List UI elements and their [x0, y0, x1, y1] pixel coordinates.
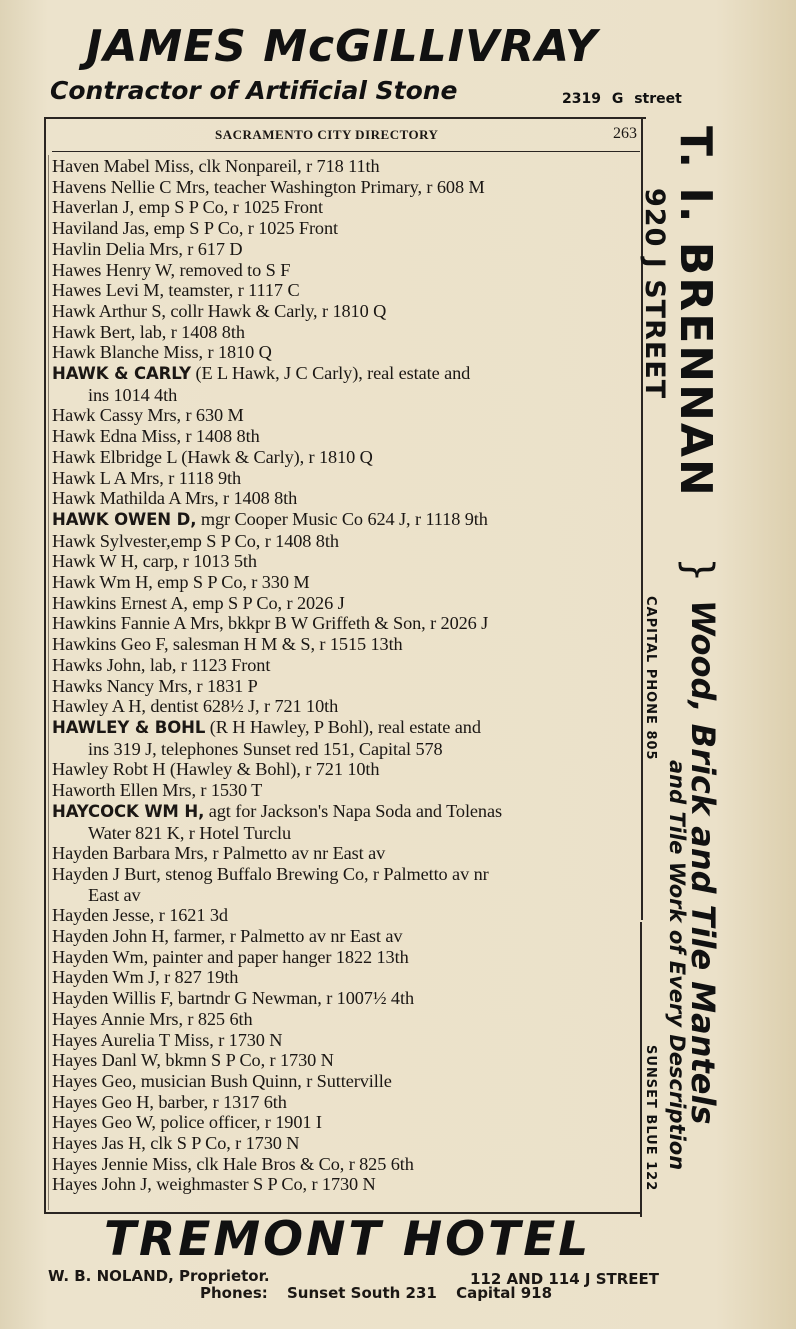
entry-text: Hawk Mathilda A Mrs, r 1408 8th: [52, 488, 298, 509]
directory-entry: [52, 1112, 642, 1133]
ad-right-goods: Wood, Brick and Tile Mantels: [684, 600, 722, 1125]
entry-heading: HAWK OWEN D,: [52, 509, 197, 529]
entry-text: (R H Hawley, P Bohl), real estate and: [205, 716, 481, 737]
entry-text: Hayden Barbara Mrs, r Palmetto av nr East av: [52, 843, 386, 864]
running-head: SACRAMENTO CITY DIRECTORY: [215, 127, 439, 142]
frame-left-rule: [44, 117, 46, 1213]
ad-right-brace: }: [675, 557, 721, 583]
directory-entry: [52, 1030, 642, 1051]
directory-entry: [52, 572, 642, 593]
entry-text: Hawk Blanche Miss, r 1810 Q: [52, 342, 272, 363]
directory-entry: [52, 1009, 642, 1030]
entry-text: Hawk Cassy Mrs, r 630 M: [52, 405, 244, 426]
directory-entry: [52, 426, 642, 447]
phone-capital: Capital 918: [456, 1284, 553, 1302]
directory-entry: [52, 509, 642, 531]
header-rule: [52, 151, 640, 152]
entry-text: Hawk Arthur S, collr Hawk & Carly, r 1810 Q: [52, 300, 387, 321]
entry-text: Water 821 K, r Hotel Turclu: [88, 822, 291, 843]
entry-text: Hayden Willis F, bartndr G Newman, r 1007½ 4th: [52, 988, 414, 1009]
entry-text: Hayes Geo W, police officer, r 1901 I: [52, 1112, 322, 1133]
directory-entry: [52, 801, 642, 823]
entry-text: ins 1014 4th: [88, 384, 178, 405]
frame-top-rule: [44, 117, 646, 119]
directory-entry: [52, 342, 642, 363]
entry-text: Hayes Geo H, barber, r 1317 6th: [52, 1091, 287, 1112]
directory-entry: [52, 864, 642, 885]
entry-text: Haviland Jas, emp S P Co, r 1025 Front: [52, 218, 338, 239]
directory-entry: [52, 551, 642, 572]
entry-text: Hayden J Burt, stenog Buffalo Brewing Co, r Palmetto av nr: [52, 863, 489, 884]
directory-entry: [52, 613, 642, 634]
directory-entry: [52, 988, 642, 1009]
directory-entry: [52, 468, 642, 489]
directory-entry: [52, 239, 642, 260]
ad-bottom-address: 112 AND 114 J STREET: [470, 1270, 660, 1288]
entry-text: Hayden Wm J, r 827 19th: [52, 967, 239, 988]
entry-text: Hawkins Geo F, salesman H M & S, r 1515 13th: [52, 634, 403, 655]
entry-heading: HAYCOCK WM H,: [52, 801, 205, 821]
directory-entry: [52, 301, 642, 322]
ad-top-trade: Contractor of Artificial Stone: [50, 76, 458, 105]
directory-entry: [52, 1154, 642, 1175]
entry-text: East av: [88, 884, 141, 905]
directory-entry: [52, 1071, 642, 1092]
margin-rule: [48, 155, 49, 1210]
entry-text: Hawk Sylvester,emp S P Co, r 1408 8th: [52, 530, 339, 551]
entry-text: Hayes Jennie Miss, clk Hale Bros & Co, r 825 6th: [52, 1153, 414, 1174]
directory-entry: [52, 488, 642, 509]
directory-entry: [52, 218, 642, 239]
entry-text: ins 319 J, telephones Sunset red 151, Capital 578: [88, 738, 443, 759]
entry-text: Hawk Edna Miss, r 1408 8th: [52, 426, 260, 447]
entry-text: Hawes Levi M, teamster, r 1117 C: [52, 280, 300, 301]
directory-entry: [52, 926, 642, 947]
directory-entry: [52, 405, 642, 426]
entry-heading: HAWK & CARLY: [52, 364, 191, 384]
directory-entry: [52, 1174, 642, 1195]
ad-right-capital-phone: CAPITAL PHONE 805: [643, 596, 658, 761]
entry-text: Hayes Jas H, clk S P Co, r 1730 N: [52, 1133, 300, 1154]
ad-top-address: 2319 G street: [562, 91, 682, 107]
ad-bottom-phones: [200, 1284, 566, 1302]
entry-text: Hawkins Ernest A, emp S P Co, r 2026 J: [52, 592, 345, 613]
entry-text: Havens Nellie C Mrs, teacher Washington Primary, r 608 M: [52, 176, 485, 197]
page-number: 263: [613, 125, 637, 142]
entry-text: Hayes John J, weighmaster S P Co, r 1730 N: [52, 1174, 376, 1195]
directory-entry: [52, 905, 642, 926]
entry-text: mgr Cooper Music Co 624 J, r 1118 9th: [196, 508, 488, 529]
entry-continuation: [52, 823, 642, 844]
directory-entry: [52, 780, 642, 801]
entry-continuation: [52, 885, 642, 906]
entry-text: Hawk Wm H, emp S P Co, r 330 M: [52, 572, 310, 593]
ad-bottom-proprietor: W. B. NOLAND, Proprietor.: [48, 1267, 270, 1285]
entry-text: Hayes Aurelia T Miss, r 1730 N: [52, 1029, 283, 1050]
directory-entry: [52, 676, 642, 697]
directory-entry: [52, 717, 642, 739]
entry-text: Hawk L A Mrs, r 1118 9th: [52, 467, 242, 488]
directory-entry: [52, 655, 642, 676]
directory-entry: [52, 531, 642, 552]
ad-right-street: 920 J STREET: [639, 188, 670, 400]
ad-right-sunset-phone: SUNSET BLUE 122: [643, 1045, 658, 1192]
entry-text: Hawk W H, carp, r 1013 5th: [52, 551, 257, 572]
entry-text: Haverlan J, emp S P Co, r 1025 Front: [52, 197, 323, 218]
entry-continuation: [52, 739, 642, 760]
directory-entry: [52, 197, 642, 218]
entry-text: Hayden Jesse, r 1621 3d: [52, 905, 228, 926]
directory-entry: [52, 634, 642, 655]
entry-text: Haven Mabel Miss, clk Nonpareil, r 718 11th: [52, 156, 380, 176]
ad-top-name: JAMES McGILLIVRAY: [86, 21, 598, 72]
entry-text: Hayden Wm, painter and paper hanger 1822 13th: [52, 946, 409, 967]
entry-text: Hawks Nancy Mrs, r 1831 P: [52, 675, 258, 696]
directory-entry: [52, 696, 642, 717]
directory-entry: [52, 363, 642, 385]
entry-heading: HAWLEY & BOHL: [52, 717, 206, 737]
directory-entry: [52, 156, 642, 177]
entry-text: Hawkins Fannie A Mrs, bkkpr B W Griffeth & Son, r 2026 J: [52, 613, 489, 634]
directory-entry: [52, 947, 642, 968]
ad-right-goods-description: and Tile Work of Every Description: [665, 760, 689, 1171]
entry-text: (E L Hawk, J C Carly), real estate and: [190, 363, 471, 384]
phone-sunset: Sunset South 231: [287, 1284, 437, 1302]
directory-entry: [52, 843, 642, 864]
entry-text: Haworth Ellen Mrs, r 1530 T: [52, 780, 263, 801]
entry-text: Hayden John H, farmer, r Palmetto av nr East av: [52, 926, 403, 947]
entry-text: Hawes Henry W, removed to S F: [52, 259, 291, 280]
entry-continuation: [52, 385, 642, 406]
directory-entry: [52, 1133, 642, 1154]
directory-entry: [52, 593, 642, 614]
entry-text: Hayes Danl W, bkmn S P Co, r 1730 N: [52, 1050, 334, 1071]
ad-bottom-name: TREMONT HOTEL: [104, 1212, 592, 1267]
entry-text: Hawk Elbridge L (Hawk & Carly), r 1810 Q: [52, 446, 373, 467]
directory-entry: [52, 280, 642, 301]
directory-entry: [52, 322, 642, 343]
directory-entry: [52, 967, 642, 988]
directory-entry: [52, 260, 642, 281]
directory-entry: [52, 759, 642, 780]
entry-text: agt for Jackson's Napa Soda and Tolenas: [204, 800, 503, 821]
directory-entry: [52, 1092, 642, 1113]
entry-text: Havlin Delia Mrs, r 617 D: [52, 238, 243, 259]
directory-listing: [52, 156, 642, 1195]
entry-text: Hawk Bert, lab, r 1408 8th: [52, 321, 245, 342]
directory-entry: [52, 447, 642, 468]
entry-text: Hayes Geo, musician Bush Quinn, r Sutterville: [52, 1070, 392, 1091]
entry-text: Hayes Annie Mrs, r 825 6th: [52, 1008, 253, 1029]
phones-label: Phones:: [200, 1284, 268, 1302]
entry-text: Hawley Robt H (Hawley & Bohl), r 721 10th: [52, 759, 380, 780]
directory-entry: [52, 177, 642, 198]
directory-entry: [52, 1050, 642, 1071]
ad-right-firm: T. I. BRENNAN: [670, 126, 721, 498]
entry-text: Hawks John, lab, r 1123 Front: [52, 654, 271, 675]
entry-text: Hawley A H, dentist 628½ J, r 721 10th: [52, 696, 339, 717]
